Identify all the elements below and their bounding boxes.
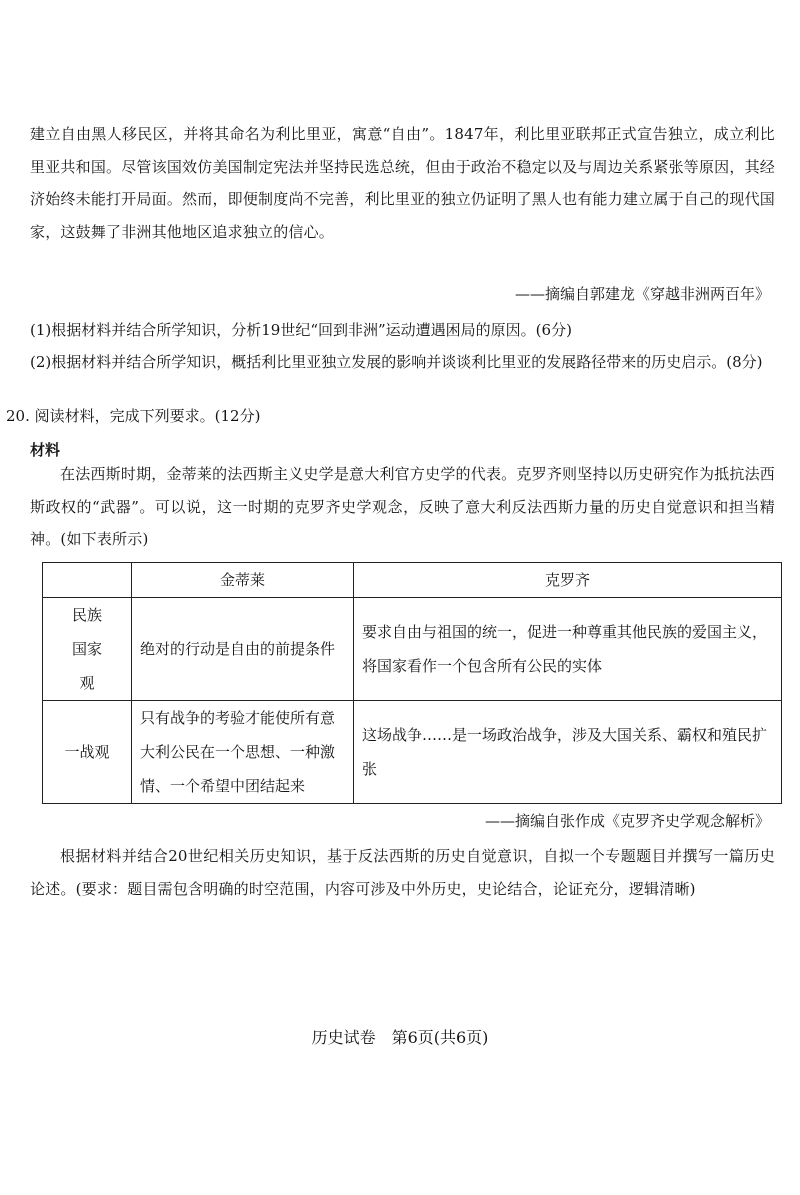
- cell-croce-wwi: 这场战争……是一场政治战争，涉及大国关系、霸权和殖民扩张: [354, 701, 782, 804]
- page-footer: 历史试卷 第6页(共6页): [311, 1028, 489, 1047]
- source-citation-1: ——摘编自郭建龙《穿越非洲两百年》: [514, 285, 770, 303]
- question-20-heading: 20. 阅读材料，完成下列要求。(12分): [6, 407, 261, 425]
- task-instructions: 根据材料并结合20世纪相关历史知识，基于反法西斯的历史自觉意识，自拟一个专题题目并撰写一篇历史论述。(要求：题目需包含明确的时空范围，内容可涉及中外历史，史论结合，论证充分，逻辑清晰): [30, 847, 775, 898]
- table-row: [43, 598, 782, 701]
- comparison-table: [42, 562, 782, 804]
- table-row: [43, 701, 782, 804]
- table-header-croce: 克罗齐: [354, 563, 782, 598]
- row-label-text: 民族国家观: [71, 606, 102, 692]
- question-19-part-1: (1)根据材料并结合所学知识，分析19世纪“回到非洲”运动遭遇困局的原因。(6分): [30, 321, 572, 339]
- table-header-row: [43, 563, 782, 598]
- row-label-wwi: 一战观: [43, 701, 132, 804]
- row-label-nation-state: [43, 598, 132, 701]
- intro-paragraph: 建立自由黑人移民区，并将其命名为利比里亚，寓意“自由”。1847年，利比里亚联邦正式宣告独立，成立利比里亚共和国。尽管该国效仿美国制定宪法并坚持民选总统，但由于政治不稳定以及与周边关系紧张等原因，其经济始终未能打开局面。然而，即便制度尚不完善，利比里亚的独立仍证明了黑人也有能力建立属于自己的现代国家，这鼓舞了非洲其他地区追求独立的信心。: [30, 125, 775, 241]
- table-header-gentile: 金蒂莱: [132, 563, 354, 598]
- cell-gentile-wwi: 只有战争的考验才能使所有意大利公民在一个思想、一种激情、一个希望中团结起来: [132, 701, 354, 804]
- source-citation-2: ——摘编自张作成《克罗齐史学观念解析》: [484, 812, 770, 830]
- table-header-corner: [43, 563, 132, 598]
- cell-croce-nation: 要求自由与祖国的统一，促进一种尊重其他民族的爱国主义，将国家看作一个包含所有公民的实体: [354, 598, 782, 701]
- cell-gentile-nation: 绝对的行动是自由的前提条件: [132, 598, 354, 701]
- question-19-part-2: (2)根据材料并结合所学知识，概括利比里亚独立发展的影响并谈谈利比里亚的发展路径带来的历史启示。(8分): [30, 353, 763, 371]
- material-label: 材料: [30, 441, 61, 459]
- material-text: 在法西斯时期，金蒂莱的法西斯主义史学是意大利官方史学的代表。克罗齐则坚持以历史研究作为抵抗法西斯政权的“武器”。可以说，这一时期的克罗齐史学观念，反映了意大利反法西斯力量的历史自觉意识和担当精神。(如下表所示): [30, 465, 775, 548]
